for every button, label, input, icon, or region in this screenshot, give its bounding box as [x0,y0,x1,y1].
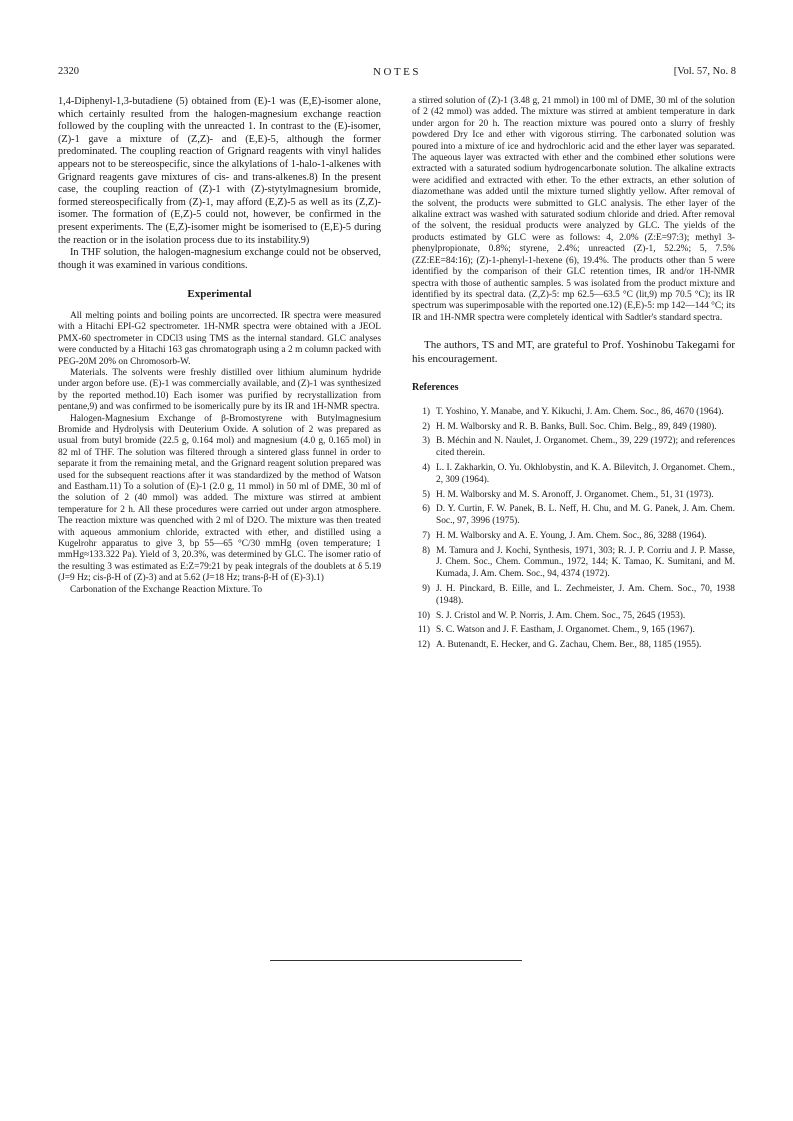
end-rule [270,960,522,961]
page-number: 2320 [58,66,79,77]
reference-text: L. I. Zakharkin, O. Yu. Okhlobystin, and K. A. Bilevitch, J. Organomet. Chem., 2, 309 (1964). [436,462,735,485]
reference-number: 7) [422,530,430,541]
reference-text: D. Y. Curtin, F. W. Panek, B. L. Neff, H. Chu, and M. G. Panek, J. Am. Chem. Soc., 97, 3996 (1975). [436,504,735,527]
acknowledgement: The authors, TS and MT, are grateful to Prof. Yoshinobu Takegami for his encouragement. [412,339,735,366]
page-header [58,66,736,82]
experimental-heading: Experimental [187,288,252,301]
reference-number: 8) [422,545,430,556]
reference-number: 1) [422,406,430,417]
experimental-paragraph: All melting points and boiling points are uncorrected. IR spectra were measured with a Hitachi EPI-G2 spectrometer. 1H-NMR spectra were obtained with a JEOL PMX-60 spectrometer in CDCl3 using TMS as the internal standard. GLC analyses were conducted by a Hitachi 163 gas chromatograph using a 2 m column packed with PEG-20M 20% on Chromosorb-W. [58,310,381,367]
experimental-paragraph: Halogen-Magnesium Exchange of β-Bromostyrene with Butylmagnesium Bromide and Hydrolysis with Deuterium Oxide. A solution of 2 was prepared as usual from butyl bromide (22.5 g, 0.164 mol) and magnesium (4.0 g, 0.165 mol) in 82 ml of THF. The solution was filtered through a sintered glass funnel in order to separate it from the remaining metal, and the Grignard reagent solution prepared was used for the subsequent reactions after it was standardized by the method of Watson and Eastham.11) To a solution of (E)-1 (2.0 g, 11 mmol) in 50 ml of DME, 30 ml of the solution of 2 (40 mmol) was added. The mixture was stirred at ambient temperature for 2 h. All these procedures were carried out under argon atmosphere. The reaction mixture was quenched with 2 ml of D2O. The mixture was then treated with aqueous ammonium chloride, extracted with ether, and distilled using a Kugelrohr apparatus to give 3, bp 55—65 °C/30 mmHg (oven temperature; 1 mmHg≈133.322 Pa). Yield of 3, 20.3%, was determined by GLC. The isomer ratio of the resulting 3 was estimated as E:Z=79:21 by peak integrals of the doublets at δ 5.19 (J=9 Hz; cis-β-H of (Z)-3) and at 5.62 (J=18 Hz; trans-β-H of (E)-3).1) [58,413,381,584]
running-head: NOTES [373,66,421,78]
experimental-paragraph: a stirred solution of (Z)-1 (3.48 g, 21 mmol) in 100 ml of DME, 30 ml of the solution of 2 (42 mmol) was added. The mixture was stirred at ambient temperature in dark under argon for 20 h. The reaction mixture was poured onto a slurry of freshly powdered Dry Ice and ether with vigorous stirring. The carbonated solution was poured into a mixture of ice and hydrochloric acid and the ether layer was separated. The aqueous layer was extracted with ether and the combined ether solutions were extracted with a saturated sodium hydrogencarbonate solution. The alkaline extracts were acidified and extracted with ether. To the ether extracts, an ether solution of diazomethane was added until the mixture turned slightly yellow. After removal of the solvent, the products were submitted to GLC analysis. The ether layer of the alkaline extract was washed with saturated sodium chloride and dried. After removal of the solvent, the residual products were analyzed by GLC. The yields of the products estimated by GLC were as follows: 4, 2.0% (Z:E=97:3); methyl 3-phenylpropionate, 0.8%; styrene, 2.4%; unreacted (Z)-1, 52.2%; 5, 7.5% (ZZ:EE=84:16); (Z)-1-phenyl-1-hexene (6), 19.4%. The products other than 5 were identified by the comparison of their GLC retention times, IR and/or 1H-NMR spectra with those of authentic samples. 5 was isolated from the product mixture and identified by its spectral data. (Z,Z)-5: mp 62.5—63.5 °C (lit,9) mp 70.5 °C); its IR spectrum was superimposable with the reported one.12) (E,E)-5: mp 142—144 °C; its IR and 1H-NMR spectra were completely identical with Sadtler's standard spectra. [412,96,735,323]
reference-list [412,407,735,652]
reference-item [412,422,735,434]
reference-item [412,407,735,419]
reference-number: 12) [417,640,430,651]
reference-text: B. Méchin and N. Naulet, J. Organomet. Chem., 39, 229 (1972); and references cited therein. [436,436,735,459]
reference-item [412,504,735,528]
body-paragraph: 1,4-Diphenyl-1,3-butadiene (5) obtained from (E)-1 was (E,E)-isomer alone, which certainly resulted from the halogen-magnesium exchange reaction followed by the coupling with the unreacted 1. In contrast to the (E)-isomer, (Z)-1 gave a mixture of (Z,Z)- and (E,E)-5, although the former predominated. The coupling reaction of Grignard reagents with vinyl halides appears not to be stereospecific, since the alkylations of 1-halo-1-alkenes with Grignard reagents gave mixtures of cis- and trans-alkenes.8) In the present case, the coupling reaction of (Z)-1 with (Z)-stytylmagnesium bromide, formed stereospecifically from (Z)-1, may afford (E,Z)-5 as well as its (Z,Z)-isomer. The formation of (E,Z)-5 could not, however, be confirmed in the present experiments. The (E,Z)-isomer might be isomerised to (E,E)-5 during the reaction or in the isolation process due to its instability.9) [58,96,381,246]
reference-text: M. Tamura and J. Kochi, Synthesis, 1971, 303; R. J. P. Corriu and J. P. Masse, J. Chem. Soc., Chem. Commun., 1972, 144; K. Tamao, K. Sumitani, and M. Kumada, J. Am. Chem. Soc., 94, 4374 (1972). [436,545,735,580]
reference-number: 4) [422,462,430,473]
reference-item [412,546,735,581]
reference-number: 2) [422,421,430,432]
experimental-paragraph: Carbonation of the Exchange Reaction Mixture. To [70,584,263,595]
references-heading: References [412,382,459,394]
reference-item [412,490,735,502]
reference-number: 10) [417,610,430,621]
reference-item [412,463,735,487]
reference-item [412,640,735,652]
reference-text: T. Yoshino, Y. Manabe, and Y. Kikuchi, J. Am. Chem. Soc., 86, 4670 (1964). [436,406,724,417]
reference-number: 6) [422,504,430,515]
reference-number: 5) [422,489,430,500]
body-paragraph: In THF solution, the halogen-magnesium exchange could not be observed, though it was examined in various conditions. [58,247,381,271]
reference-text: S. J. Cristol and W. P. Norris, J. Am. Chem. Soc., 75, 2645 (1953). [436,610,686,621]
experimental-paragraph: Materials. The solvents were freshly distilled over lithium aluminum hydride under argon before use. (E)-1 was commercially available, and (Z)-1 was synthesized by the reported method.10) Each isomer was purified by recrystallization from pentane,9) and was confirmed to be isomerically pure by its IR and 1H-NMR spectra. [58,367,381,413]
reference-number: 11) [417,625,430,636]
reference-item [412,584,735,608]
reference-text: H. M. Walborsky and R. B. Banks, Bull. Soc. Chim. Belg., 89, 849 (1980). [436,421,717,432]
reference-number: 9) [422,584,430,595]
reference-number: 3) [422,436,430,447]
reference-text: A. Butenandt, E. Hecker, and G. Zachau, Chem. Ber., 88, 1185 (1955). [436,640,702,651]
reference-text: J. H. Pinckard, B. Eille, and L. Zechmeister, J. Am. Chem. Soc., 70, 1938 (1948). [436,584,735,606]
reference-text: H. M. Walborsky and A. E. Young, J. Am. Chem. Soc., 86, 3288 (1964). [436,530,707,541]
reference-text: H. M. Walborsky and M. S. Aronoff, J. Organomet. Chem., 51, 31 (1973). [436,489,714,500]
right-column [412,96,735,655]
volume-info: [Vol. 57, No. 8 [673,66,736,77]
reference-text: S. C. Watson and J. F. Eastham, J. Organomet. Chem., 9, 165 (1967). [436,625,695,636]
reference-item [412,436,735,460]
reference-item [412,611,735,623]
reference-item [412,625,735,637]
reference-item [412,531,735,543]
left-column [58,96,381,596]
